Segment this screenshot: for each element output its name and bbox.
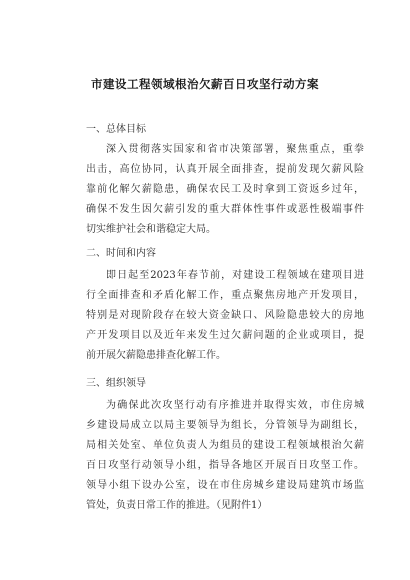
paragraph-line: 前开展欠薪隐患排查化解工作。 xyxy=(86,350,226,361)
paragraph-line: 领导小组下设办公室，设在市住房城乡建设局建筑市场监 xyxy=(86,480,364,491)
paragraph-line: 为确保此次攻坚行动有序推进并取得实效，市住房城 xyxy=(106,400,364,411)
document-title: 市建设工程领域根治欠薪百日攻坚行动方案 xyxy=(91,77,319,91)
paragraph-line: 深入贯彻落实国家和省市决策部署，聚焦重点，重拳 xyxy=(106,144,364,155)
paragraph-line: 特别是对现阶段存在较大资金缺口、风险隐患较大的房地 xyxy=(86,310,364,321)
paragraph-line: 确保不发生因欠薪引发的重大群体性事件或恶性极端事件 xyxy=(86,204,364,215)
paragraph-line: 局相关处室、单位负责人为组员的建设工程领域根治欠薪 xyxy=(86,440,364,451)
paragraph-line: 管处，负责日常工作的推进。（见附件1） xyxy=(86,500,268,511)
section-heading-time-and-content: 二、时间和内容 xyxy=(86,248,156,259)
section-heading-overall-goal: 一、总体目标 xyxy=(86,124,146,135)
section-body-overall-goal xyxy=(86,140,364,240)
paragraph-line: 切实维护社会和谐稳定大局。 xyxy=(86,224,216,235)
paragraph-line: 行全面排查和矛盾化解工作，重点聚焦房地产开发项目， xyxy=(86,290,364,301)
section-body-organization xyxy=(86,396,364,516)
paragraph-line: 乡建设局成立以局主要领导为组长，分管领导为副组长， xyxy=(86,420,364,431)
paragraph-line: 靠前化解欠薪隐患，确保农民工及时拿到工资返乡过年， xyxy=(86,184,364,195)
paragraph-line: 产开发项目以及近年来发生过欠薪问题的企业或项目，提 xyxy=(86,330,364,341)
paragraph-line: 出击，高位协同，认真开展全面排查，提前发现欠薪风险 xyxy=(86,164,364,175)
paragraph-line: 即日起至2023年春节前，对建设工程领域在建项目进 xyxy=(106,270,364,281)
section-heading-organization: 三、组织领导 xyxy=(86,378,146,389)
paragraph-line: 百日攻坚行动领导小组，指导各地区开展百日攻坚工作。 xyxy=(86,460,364,471)
section-body-time-and-content xyxy=(86,266,364,366)
